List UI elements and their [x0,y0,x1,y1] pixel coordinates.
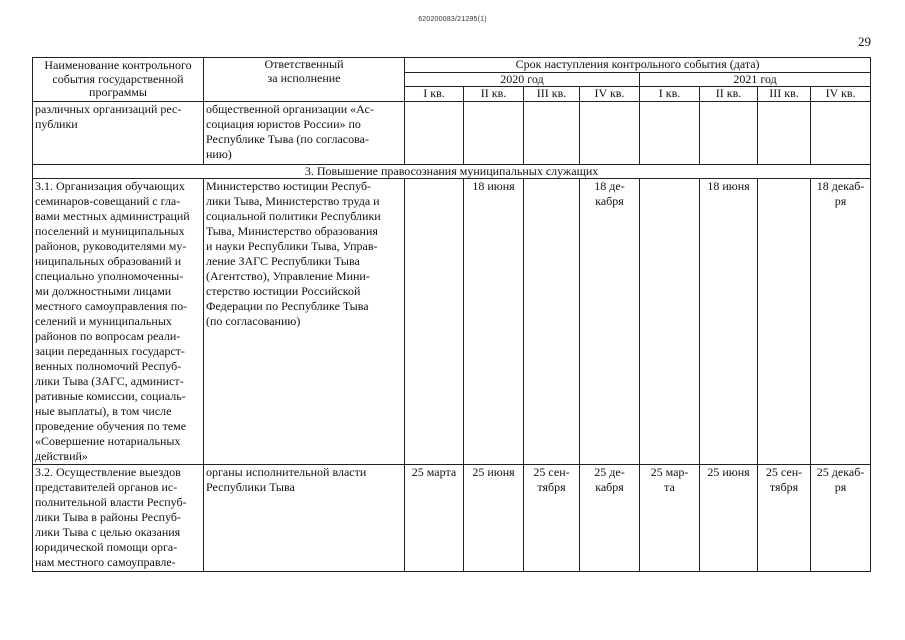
quarter-date-cell [405,178,464,464]
quarter-date-cell: 18 июня [700,178,758,464]
document-id: 620200083/21295(1) [418,16,487,23]
event-cell: различных организаций рес- публики [33,101,204,164]
quarter-date-cell [640,178,700,464]
quarter-date-cell: 25 марта [405,464,464,571]
quarter-date-cell: 25 сен- тября [758,464,811,571]
header-quarter: III кв. [758,87,811,102]
quarter-date-cell: 25 де- кабря [580,464,640,571]
event-cell: 3.1. Организация обучающих семинаров-совещаний с гла- вами местных администраций поселений и муниципальных районов, руководителями му- ниципальных образований и специально уполномоченны- ми должностными лицами местного самоуправления по- селений и муниципальных районов по вопросам реали- зации переданных государст- венных полномочий Респуб- лики Тыва (ЗАГС, админист- ративные комиссии, социаль- ные выплаты), в том числе проведение обучения по теме «Совершение нотариальных действий» [33,178,204,464]
control-events-table [32,57,871,572]
section-heading: 3. Повышение правосознания муниципальных служащих [33,164,871,178]
quarter-date-cell: 25 июня [464,464,524,571]
table-row-continuation [33,101,871,164]
header-quarter: I кв. [640,87,700,102]
quarter-date-cell: 18 июня [464,178,524,464]
header-quarter: III кв. [524,87,580,102]
table-row-3-2 [33,464,871,571]
responsible-cell: органы исполнительной власти Республики Тыва [204,464,405,571]
quarter-date-cell: 18 де- кабря [580,178,640,464]
header-event: Наименование контрольного события государственной программы [33,58,204,102]
table-row-section [33,164,871,178]
quarter-date-cell [758,178,811,464]
responsible-cell: Министерство юстиции Респуб- лики Тыва, Министерство труда и социальной политики Республики Тыва, Министерство образования и науки Республики Тыва, Управ- ление ЗАГС Республики Тыва (Агентство), Управление Мини- стерство юстиции Российской Федерации по Республике Тыва (по согласованию) [204,178,405,464]
quarter-date-cell: 25 декаб- ря [811,464,871,571]
header-deadline: Срок наступления контрольного события (дата) [405,58,871,73]
quarter-date-cell: 18 декаб- ря [811,178,871,464]
header-row-1 [33,58,871,73]
header-quarter: IV кв. [580,87,640,102]
table-row-3-1 [33,178,871,464]
header-quarter: I кв. [405,87,464,102]
page-number: 29 [858,34,871,49]
header-year-2020: 2020 год [405,72,640,87]
responsible-cell: общественной организации «Ас- социация юристов России» по Республике Тыва (по согласова- нию) [204,101,405,164]
quarter-date-cell: 25 сен- тября [524,464,580,571]
quarter-date-cell: 25 мар- та [640,464,700,571]
header-responsible: Ответственный за исполнение [204,58,405,102]
event-cell: 3.2. Осуществление выездов представителей органов ис- полнительной власти Респуб- лики Тыва в районы Респуб- лики Тыва с целью оказания юридической помощи орга- нам местного самоуправле- [33,464,204,571]
header-quarter: IV кв. [811,87,871,102]
header-quarter: II кв. [464,87,524,102]
header-quarter: II кв. [700,87,758,102]
header-year-2021: 2021 год [640,72,871,87]
quarter-date-cell [524,178,580,464]
quarter-date-cell: 25 июня [700,464,758,571]
